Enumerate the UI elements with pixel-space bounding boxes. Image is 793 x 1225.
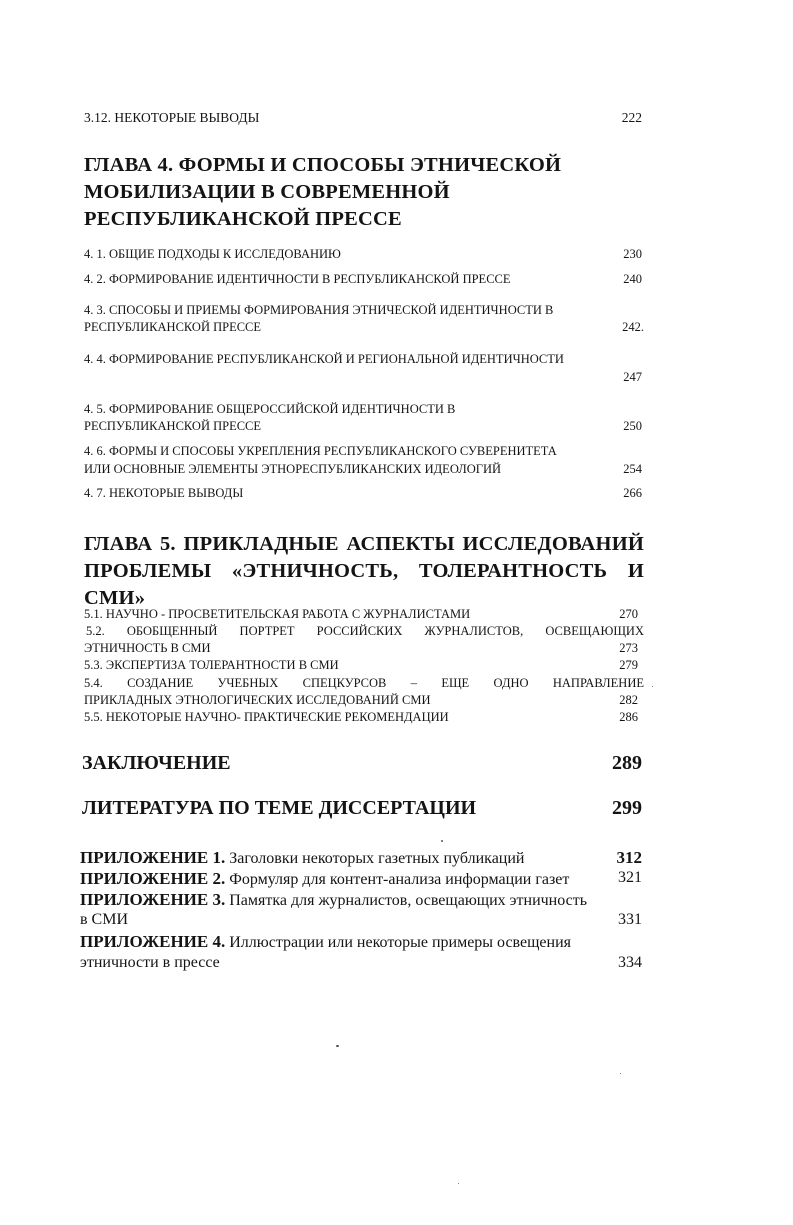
- appendix-text: Заголовки некоторых газетных публикаций: [229, 850, 525, 867]
- toc-appendix-4-cont: этничности в прессе: [80, 954, 220, 971]
- toc-appendix-2: [80, 869, 569, 889]
- toc-page-number: 247: [623, 370, 642, 384]
- toc-entry-4-5: 4. 5. ФОРМИРОВАНИЕ ОБЩЕРОССИЙСКОЙ ИДЕНТИЧНОСТИ В: [84, 402, 456, 416]
- toc-page-number: 299: [612, 797, 642, 819]
- toc-page-number: 331: [618, 911, 642, 928]
- scan-speck: [441, 840, 443, 842]
- toc-entry-title: 3.12. НЕКОТОРЫЕ ВЫВОДЫ: [84, 110, 260, 125]
- scan-speck: [336, 1045, 339, 1047]
- toc-page-number: 222: [621, 110, 642, 125]
- appendix-text: Формуляр для контент-анализа информации газет: [229, 871, 570, 888]
- appendix-label: ПРИЛОЖЕНИЕ 1.: [80, 848, 226, 867]
- toc-entry-4-6: 4. 6. ФОРМЫ И СПОСОБЫ УКРЕПЛЕНИЯ РЕСПУБЛИКАНСКОГО СУВЕРЕНИТЕТА: [84, 444, 557, 458]
- toc-page-number: 230: [623, 247, 642, 261]
- toc-page-number: 242.: [622, 320, 644, 334]
- toc-entry-4-2: 4. 2. ФОРМИРОВАНИЕ ИДЕНТИЧНОСТИ В РЕСПУБЛИКАНСКОЙ ПРЕССЕ: [84, 272, 511, 286]
- toc-conclusion: ЗАКЛЮЧЕНИЕ: [82, 752, 231, 774]
- toc-entry-4-6-cont: ИЛИ ОСНОВНЫЕ ЭЛЕМЕНТЫ ЭТНОРЕСПУБЛИКАНСКИХ ИДЕОЛОГИЙ: [84, 462, 502, 476]
- toc-entry-5-2-cont: ЭТНИЧНОСТЬ В СМИ: [84, 641, 211, 655]
- heading-line: РЕСПУБЛИКАНСКОЙ ПРЕССЕ: [84, 208, 402, 230]
- toc-appendix-4: [80, 932, 571, 952]
- toc-page-number: 321: [618, 869, 642, 886]
- toc-page-number: 254: [623, 462, 642, 476]
- toc-entry-5-1: 5.1. НАУЧНО - ПРОСВЕТИТЕЛЬСКАЯ РАБОТА С ЖУРНАЛИСТАМИ: [84, 607, 471, 621]
- toc-page-number: 334: [618, 954, 642, 971]
- toc-entry-5-5: 5.5. НЕКОТОРЫЕ НАУЧНО- ПРАКТИЧЕСКИЕ РЕКОМЕНДАЦИИ: [84, 710, 449, 724]
- toc-appendix-3: [80, 890, 587, 910]
- toc-entry-4-3: 4. 3. СПОСОБЫ И ПРИЕМЫ ФОРМИРОВАНИЯ ЭТНИЧЕСКОЙ ИДЕНТИЧНОСТИ В: [84, 303, 554, 317]
- appendix-label: ПРИЛОЖЕНИЕ 3.: [80, 890, 226, 909]
- toc-entry-4-5-cont: РЕСПУБЛИКАНСКОЙ ПРЕССЕ: [84, 419, 262, 433]
- toc-entry-4-1: 4. 1. ОБЩИЕ ПОДХОДЫ К ИССЛЕДОВАНИЮ: [84, 247, 341, 261]
- heading-line: ГЛАВА 4. ФОРМЫ И СПОСОБЫ ЭТНИЧЕСКОЙ: [84, 154, 562, 176]
- scan-speck: [620, 1073, 621, 1074]
- toc-page-number: 282: [619, 693, 638, 707]
- toc-page-number: 266: [623, 486, 642, 500]
- heading-line: ПРОБЛЕМЫ «ЭТНИЧНОСТЬ, ТОЛЕРАНТНОСТЬ И СМИ»: [84, 560, 644, 609]
- toc-literature: ЛИТЕРАТУРА ПО ТЕМЕ ДИССЕРТАЦИИ: [82, 797, 477, 819]
- scan-speck: [458, 1183, 459, 1184]
- page-number: 312: [616, 848, 642, 867]
- appendix-text: Иллюстрации или некоторые примеры освещения: [229, 934, 572, 951]
- toc-page-number: 240: [623, 272, 642, 286]
- toc-entry-5-4: 5.4. СОЗДАНИЕ УЧЕБНЫХ СПЕЦКУРСОВ – ЕЩЕ ОДНО НАПРАВЛЕНИЕ: [84, 676, 644, 690]
- toc-entry-4-3-cont: РЕСПУБЛИКАНСКОЙ ПРЕССЕ: [84, 320, 262, 334]
- heading-line: МОБИЛИЗАЦИИ В СОВРЕМЕННОЙ: [84, 181, 450, 203]
- chapter-5-heading: [84, 531, 644, 612]
- toc-page-number: 289: [612, 752, 642, 774]
- appendix-text: Памятка для журналистов, освещающих этничность: [229, 892, 588, 909]
- toc-page-number: 279: [619, 658, 638, 672]
- toc-entry-5-2: 5.2. ОБОБЩЕННЫЙ ПОРТРЕТ РОССИЙСКИХ ЖУРНАЛИСТОВ, ОСВЕЩАЮЩИХ: [86, 624, 644, 638]
- toc-entry-5-4-cont: ПРИКЛАДНЫХ ЭТНОЛОГИЧЕСКИХ ИССЛЕДОВАНИЙ СМИ: [84, 693, 431, 707]
- toc-page-number: 250: [623, 419, 642, 433]
- toc-entry-3-12: [84, 110, 259, 126]
- toc-page-number: 270: [619, 607, 638, 621]
- appendix-label: ПРИЛОЖЕНИЕ 4.: [80, 932, 226, 951]
- chapter-4-heading: [84, 152, 561, 233]
- toc-page-number: 273: [619, 641, 638, 655]
- appendix-label: ПРИЛОЖЕНИЕ 2.: [80, 869, 226, 888]
- toc-entry-4-7: 4. 7. НЕКОТОРЫЕ ВЫВОДЫ: [84, 486, 244, 500]
- toc-entry-4-4: 4. 4. ФОРМИРОВАНИЕ РЕСПУБЛИКАНСКОЙ И РЕГИОНАЛЬНОЙ ИДЕНТИЧНОСТИ: [84, 352, 564, 366]
- toc-page-number: 286: [619, 710, 638, 724]
- toc-page-number: [590, 848, 642, 868]
- scan-speck: [652, 686, 653, 687]
- heading-line: ГЛАВА 5. ПРИКЛАДНЫЕ АСПЕКТЫ ИССЛЕДОВАНИЙ: [84, 533, 644, 555]
- toc-appendix-3-cont: в СМИ: [80, 911, 129, 928]
- toc-appendix-1: [80, 848, 524, 868]
- toc-entry-5-3: 5.3. ЭКСПЕРТИЗА ТОЛЕРАНТНОСТИ В СМИ: [84, 658, 339, 672]
